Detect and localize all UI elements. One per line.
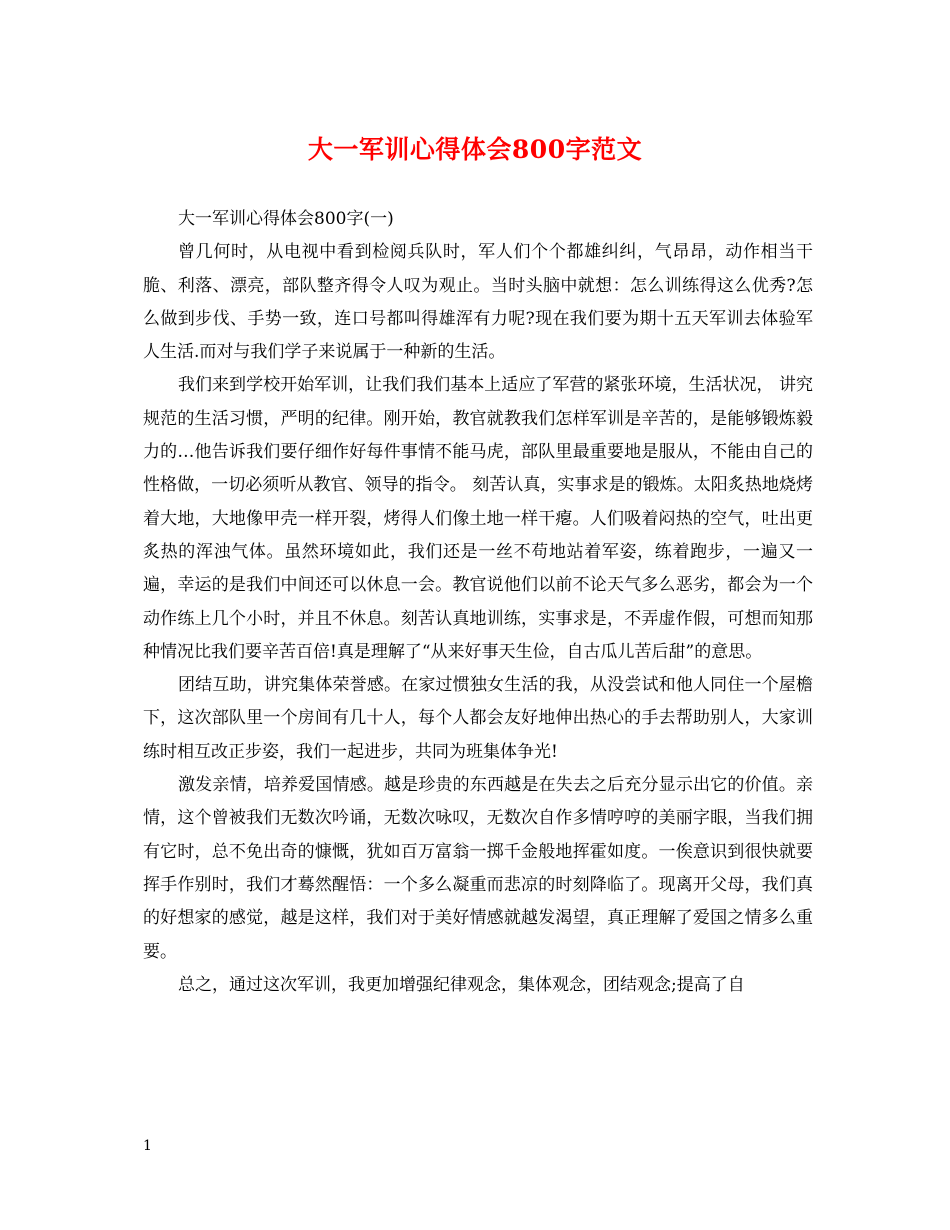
paragraph-3: 团结互助，讲究集体荣誉感。在家过惯独女生活的我，从没尝试和他人同住一个屋檐下，这次部队里一个房间有几十人，每个人都会友好地伸出热心的手去帮助别人，大家训练时相互改正步姿，我们一起进步，共同为班集体争光! — [143, 675, 813, 762]
document-title: 大一军训心得体会800字范文 — [307, 135, 643, 164]
paragraph-2: 我们来到学校开始军训，让我们我们基本上适应了军营的紧张环境，生活状况， 讲究规范的生活习惯，严明的纪律。刚开始，教官就教我们怎样军训是辛苦的，是能够锻炼毅力的…他告诉我们要仔细作好每件事情不能马虎，部队里最重要地是服从，不能由自己的性格做，一切必须听从教官、领导的指令。 刻苦认真，实事求是的锻炼。太阳炙热地烧烤着大地，大地像甲壳一样开裂，烤得人们像土地一样干瘪。人们吸着闷热的空气，吐出更炙热的浑浊气体。虽然环境如此，我们还是一丝不苟地站着军姿，练着跑步，一遍又一遍，幸运的是我们中间还可以休息一会。教官说他们以前不论天气多么恶劣，都会为一个动作练上几个小时，并且不休息。刻苦认真地训练，实事求是，不弄虚作假，可想而知那种情况比我们要辛苦百倍!真是理解了“从来好事天生俭，自古瓜儿苦后甜”的意思。 — [143, 375, 813, 662]
section-subtitle: 大一军训心得体会800字(一) — [178, 209, 394, 229]
paragraph-1: 曾几何时，从电视中看到检阅兵队时，军人们个个都雄纠纠，气昂昂，动作相当干脆、利落、漂亮，部队整齐得令人叹为观止。当时头脑中就想：怎么训练得这么优秀?怎么做到步伐、手势一致，连口号都叫得雄浑有力呢?现在我们要为期十五天军训去体验军人生活.而对与我们学子来说属于一种新的生活。 — [143, 242, 813, 363]
document-body — [143, 203, 813, 1002]
paragraph-5: 总之，通过这次军训，我更加增强纪律观念，集体观念，团结观念;提高了自 — [178, 974, 745, 995]
page-number: 1 — [143, 1138, 152, 1154]
paragraph-4: 激发亲情，培养爱国情感。越是珍贵的东西越是在失去之后充分显示出它的价值。亲情，这个曾被我们无数次吟诵，无数次咏叹，无数次自作多情哼哼的美丽字眼，当我们拥有它时，总不免出奇的慷慨，犹如百万富翁一掷千金般地挥霍如度。一俟意识到很快就要挥手作别时，我们才蓦然醒悟：一个多么凝重而悲凉的时刻降临了。现离开父母，我们真的好想家的感觉，越是这样，我们对于美好情感就越发渴望，真正理解了爱国之情多么重要。 — [143, 775, 813, 962]
